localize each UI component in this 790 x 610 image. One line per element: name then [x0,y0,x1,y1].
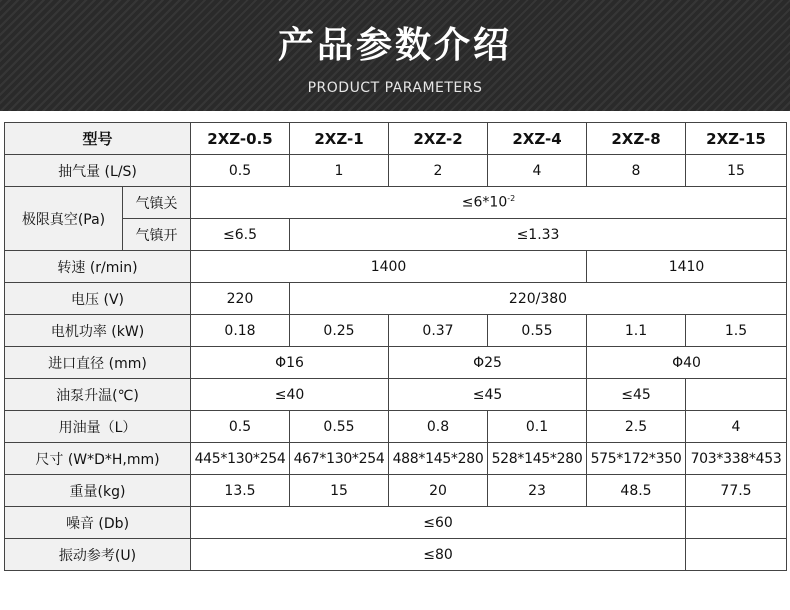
table-cell-empty [686,539,787,571]
table-row [5,347,787,379]
table-cell: 0.8 [389,411,488,443]
table-cell: 0.5 [191,411,290,443]
table-cell: 0.1 [488,411,587,443]
table-cell: 4 [488,155,587,187]
table-row [5,315,787,347]
table-cell: 220/380 [290,283,787,315]
table-cell: ≤60 [191,507,686,539]
table-row [5,539,787,571]
model-header-cell: 2XZ-8 [587,123,686,155]
table-cell: 23 [488,475,587,507]
ultimate-vacuum-label: 极限真空(Pa) [5,187,123,251]
ballast-closed-value [191,187,787,219]
table-cell: 2 [389,155,488,187]
table-cell: 1.5 [686,315,787,347]
table-cell: ≤45 [389,379,587,411]
table-cell: 4 [686,411,787,443]
table-row [5,475,787,507]
table-cell: 1.1 [587,315,686,347]
table-cell: 20 [389,475,488,507]
ballast-open-label: 气镇开 [123,219,191,251]
table-cell: 15 [290,475,389,507]
table-cell: 445*130*254 [191,443,290,475]
table-cell: ≤80 [191,539,686,571]
model-header-label: 型号 [5,123,191,155]
weight-label: 重量(kg) [5,475,191,507]
ballast-closed-label: 气镇关 [123,187,191,219]
table-row [5,443,787,475]
table-cell: 15 [686,155,787,187]
table-row [5,219,787,251]
ballast-closed-value-exponent: -2 [507,194,516,204]
ballast-closed-value-base: ≤6*10 [461,194,508,211]
table-cell: 2.5 [587,411,686,443]
model-header-cell: 2XZ-0.5 [191,123,290,155]
table-cell: 77.5 [686,475,787,507]
table-cell: ≤6.5 [191,219,290,251]
table-row [5,187,787,219]
table-row [5,411,787,443]
vibration-label: 振动参考(U) [5,539,191,571]
model-header-cell: 2XZ-1 [290,123,389,155]
table-cell: 0.55 [290,411,389,443]
parameters-table [4,122,787,571]
table-cell: 1 [290,155,389,187]
oil-amount-label: 用油量（L） [5,411,191,443]
table-cell: 0.37 [389,315,488,347]
table-cell: 528*145*280 [488,443,587,475]
table-cell: 467*130*254 [290,443,389,475]
speed-label: 转速 (r/min) [5,251,191,283]
table-cell: Φ16 [191,347,389,379]
voltage-label: 电压 (V) [5,283,191,315]
table-cell: 48.5 [587,475,686,507]
model-header-cell: 2XZ-2 [389,123,488,155]
table-cell: Φ25 [389,347,587,379]
page-title: 产品参数介绍 [277,25,512,66]
table-row [5,283,787,315]
motor-power-label: 电机功率 (kW) [5,315,191,347]
table-cell: 220 [191,283,290,315]
oil-temp-rise-label: 油泵升温(℃) [5,379,191,411]
table-cell: ≤45 [587,379,686,411]
pumping-speed-label: 抽气量 (L/S) [5,155,191,187]
table-cell: 0.25 [290,315,389,347]
table-cell: 8 [587,155,686,187]
table-cell: 1400 [191,251,587,283]
inlet-diameter-label: 进口直径 (mm) [5,347,191,379]
table-cell: ≤1.33 [290,219,787,251]
table-cell: ≤40 [191,379,389,411]
table-row [5,251,787,283]
table-header-row [5,123,787,155]
page-subtitle: PRODUCT PARAMETERS [307,80,483,96]
table-row [5,155,787,187]
table-cell: 1410 [587,251,787,283]
table-cell-empty [686,507,787,539]
table-cell-empty [686,379,787,411]
table-cell: 0.55 [488,315,587,347]
table-cell: 13.5 [191,475,290,507]
table-cell: 575*172*350 [587,443,686,475]
table-cell: 0.18 [191,315,290,347]
model-header-cell: 2XZ-4 [488,123,587,155]
table-cell: 488*145*280 [389,443,488,475]
model-header-cell: 2XZ-15 [686,123,787,155]
table-row [5,507,787,539]
header-banner [0,0,790,111]
table-cell: 703*338*453 [686,443,787,475]
dimensions-label: 尺寸 (W*D*H,mm) [5,443,191,475]
table-cell: 0.5 [191,155,290,187]
noise-label: 噪音 (Db) [5,507,191,539]
table-cell: Φ40 [587,347,787,379]
table-row [5,379,787,411]
